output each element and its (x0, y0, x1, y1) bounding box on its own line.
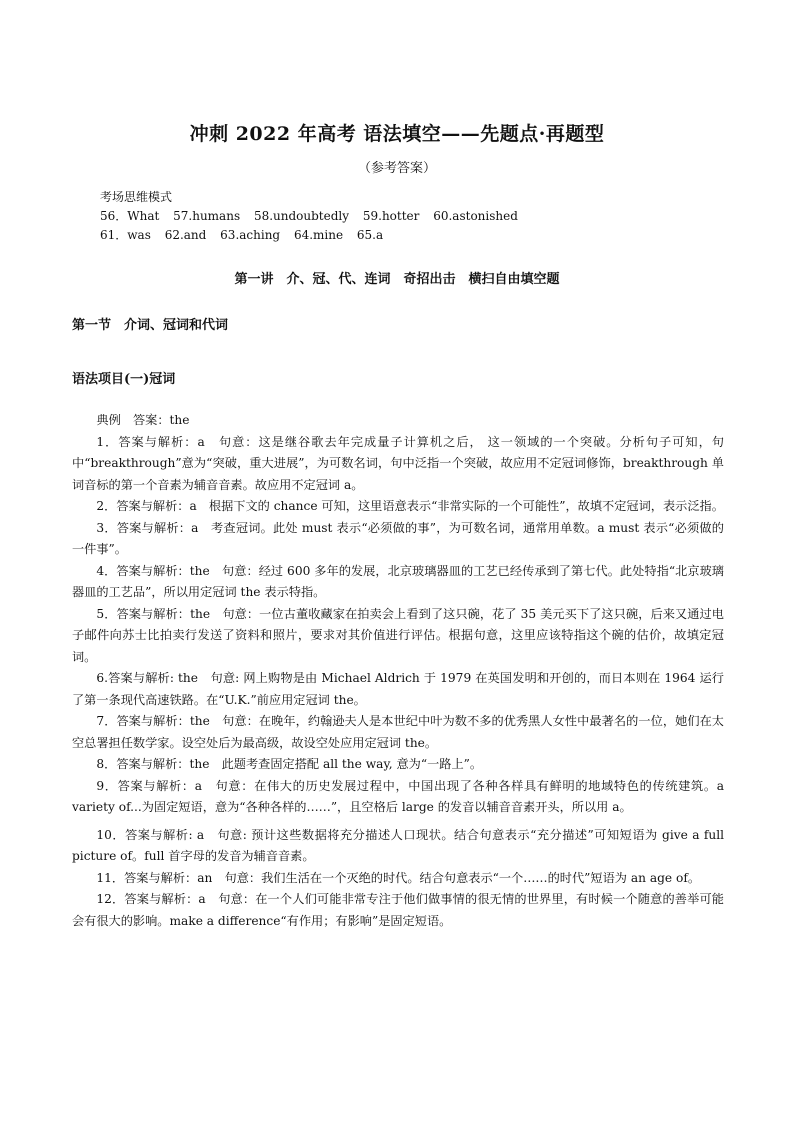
grammar-item-heading: 语法项目(一)冠词 (72, 372, 176, 387)
answer-paragraph-11: 11．答案与解析：an 句意：我们生活在一个灭绝的时代。结合句意表示“一个……的时代”短语为 an age of。 (96, 870, 701, 885)
answer-56: 56．What (100, 209, 160, 223)
page-title: 冲刺 2022 年高考 语法填空——先题点·再题型 (189, 123, 605, 145)
example-answer: 典例 答案：the (96, 413, 190, 427)
answer-65: 65.a (356, 228, 384, 242)
answer-paragraph-1: 1．答案与解析：a 句意：这是继谷歌去年完成量子计算机之后， 这一领域的一个突破。分析句子可知，句中“breakthrough”意为“突破，重大进展”，为可数名词，句中泛指一个突破，故应用不定冠词修饰，breakthrough 单词音标的第一个音素为辅音音素。故应用不定冠词 a。 (72, 434, 724, 492)
answer-row-1 (100, 207, 720, 226)
answer-list (72, 410, 724, 932)
answer-paragraph-4: 4．答案与解析：the 句意：经过 600 多年的发展，北京玻璃器皿的工艺已经传承到了第七代。此处特指“北京玻璃器皿的工艺品”，所以用定冠词 the 表示特指。 (72, 563, 724, 599)
answer-paragraph-9: 9．答案与解析：a 句意：在伟大的历史发展过程中，中国出现了各种各样具有鲜明的地域特色的传统建筑。a variety of...为固定短语，意为“各种各样的……”，且空格后 large 的发音以辅音音素开头，所以用 a。 (72, 778, 724, 814)
answer-61: 61．was (100, 228, 151, 242)
answer-paragraph-3: 3．答案与解析：a 考查冠词。此处 must 表示“必须做的事”，为可数名词，通常用单数。a must 表示“必须做的一件事”。 (72, 520, 724, 556)
answer-59: 59.hotter (362, 209, 420, 223)
answer-row-2 (100, 226, 720, 245)
answer-62: 62.and (164, 228, 207, 242)
answer-paragraph-2: 2．答案与解析：a 根据下文的 chance 可知，这里语意表示“非常实际的一个可能性”，故填不定冠词，表示泛指。 (96, 499, 724, 513)
answer-57: 57.humans (173, 209, 241, 223)
exam-mode-block (100, 188, 720, 245)
answer-63: 63.aching (220, 228, 281, 242)
page-subtitle: （参考答案） (357, 161, 436, 176)
answer-paragraph-8: 8．答案与解析：the 此题考查固定搭配 all the way, 意为“一路上”。 (96, 757, 483, 771)
answer-paragraph-10: 10．答案与解析: a 句意: 预计这些数据将充分描述人口现状。结合句意表示“充分描述”可知短语为 give a full picture of。full 首字母的发音为辅音音素。 (72, 827, 724, 863)
answer-60: 60.astonished (433, 209, 518, 223)
exam-mode-label: 考场思维模式 (100, 190, 173, 204)
answer-paragraph-12: 12．答案与解析：a 句意：在一个人们可能非常专注于他们做事情的很无情的世界里，有时候一个随意的善举可能会有很大的影响。make a difference“有作用；有影响”是固定短语。 (72, 892, 724, 928)
answer-58: 58.undoubtedly (253, 209, 350, 223)
answer-64: 64.mine (293, 228, 344, 242)
answer-paragraph-6: 6.答案与解析: the 句意: 网上购物是由 Michael Aldrich 于 1979 在英国发明和开创的，而日本则在 1964 运行了第一条现代高速铁路。在“U.K.”前应用定冠词 the。 (72, 671, 724, 707)
answer-paragraph-7: 7．答案与解析：the 句意：在晚年，约翰逊夫人是本世纪中叶为数不多的优秀黑人女性中最著名的一位，她们在太空总署担任数学家。设空处后为最高级，故设空处应用定冠词 the。 (72, 714, 724, 750)
answer-paragraph-5: 5．答案与解析：the 句意：一位古董收藏家在拍卖会上看到了这只碗，花了 35 美元买下了这只碗，后来又通过电子邮件向苏士比拍卖行发送了资料和照片，要求对其价值进行评估。根据句意，这里应该特指这个碗的估价，故填定冠词。 (72, 606, 724, 664)
section-heading: 第一节 介词、冠词和代词 (72, 318, 229, 333)
lecture-heading: 第一讲 介、冠、代、连词 奇招出击 横扫自由填空题 (234, 272, 560, 287)
